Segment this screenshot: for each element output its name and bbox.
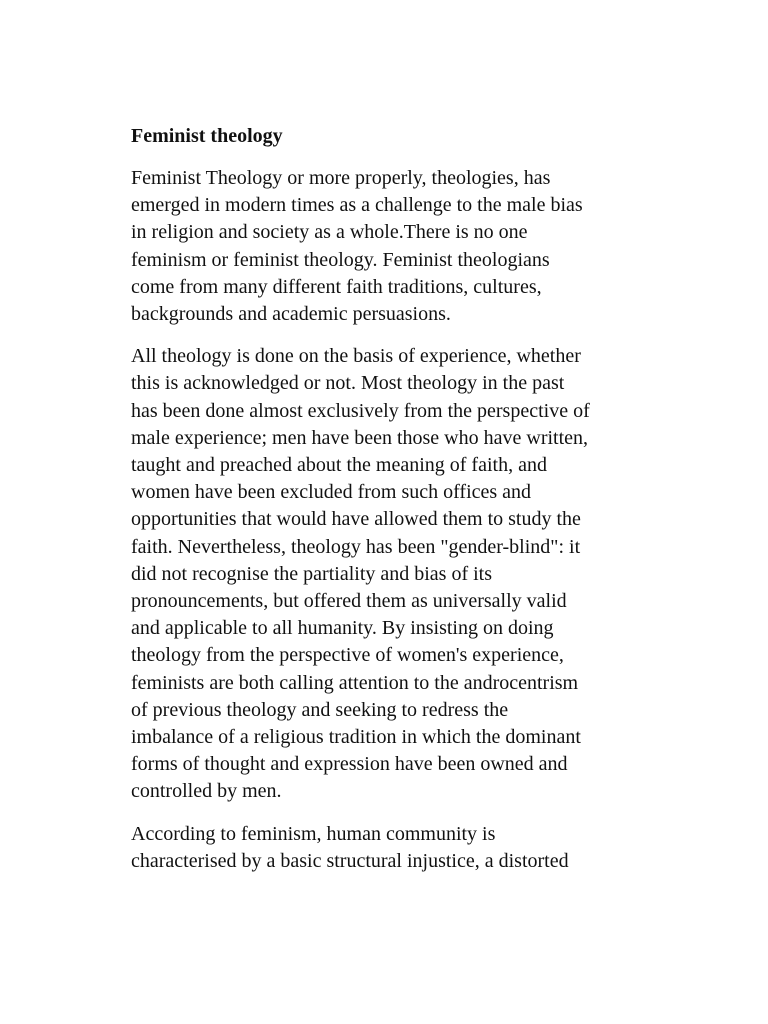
paragraph [131,165,646,328]
paragraph-line: controlled by men. [131,780,282,803]
document-title: Feminist theology [131,125,283,147]
paragraph-line: forms of thought and expression have been owned and [131,753,568,776]
paragraph [131,821,646,875]
document-body [131,165,646,875]
paragraph-line: characterised by a basic structural injustice, a distorted [131,849,569,872]
paragraph-line: feminists are both calling attention to the androcentrism [131,671,579,694]
paragraph-line: in religion and society as a whole.There is no one [131,221,528,244]
document-page [131,122,646,890]
paragraph-line: women have been excluded from such offices and [131,481,532,504]
paragraph-line: imbalance of a religious tradition in which the dominant [131,726,581,749]
paragraph [131,343,646,805]
paragraph-line: taught and preached about the meaning of faith, and [131,454,547,477]
paragraph-line: backgrounds and academic persuasions. [131,303,451,326]
paragraph-line: has been done almost exclusively from the perspective of [131,399,590,422]
paragraph-line: According to feminism, human community is [131,822,496,845]
paragraph-line: of previous theology and seeking to redress the [131,698,509,721]
paragraph-line: come from many different faith traditions, cultures, [131,275,542,298]
paragraph-line: opportunities that would have allowed them to study the [131,508,581,531]
paragraph-line: Feminist Theology or more properly, theologies, has [131,167,551,189]
paragraph-line: feminism or feminist theology. Feminist theologians [131,248,550,271]
paragraph-line: this is acknowledged or not. Most theology in the past [131,372,565,395]
paragraph-line: emerged in modern times as a challenge to the male bias [131,194,583,217]
paragraph-line: did not recognise the partiality and bias of its [131,562,493,585]
paragraph-line: male experience; men have been those who have written, [131,426,589,449]
paragraph-line: faith. Nevertheless, theology has been "gender-blind": it [131,535,581,558]
paragraph-line: pronouncements, but offered them as universally valid [131,590,567,613]
paragraph-line: theology from the perspective of women's experience, [131,644,564,667]
paragraph-line: and applicable to all humanity. By insisting on doing [131,617,554,640]
paragraph-line: All theology is done on the basis of experience, whether [131,345,581,368]
